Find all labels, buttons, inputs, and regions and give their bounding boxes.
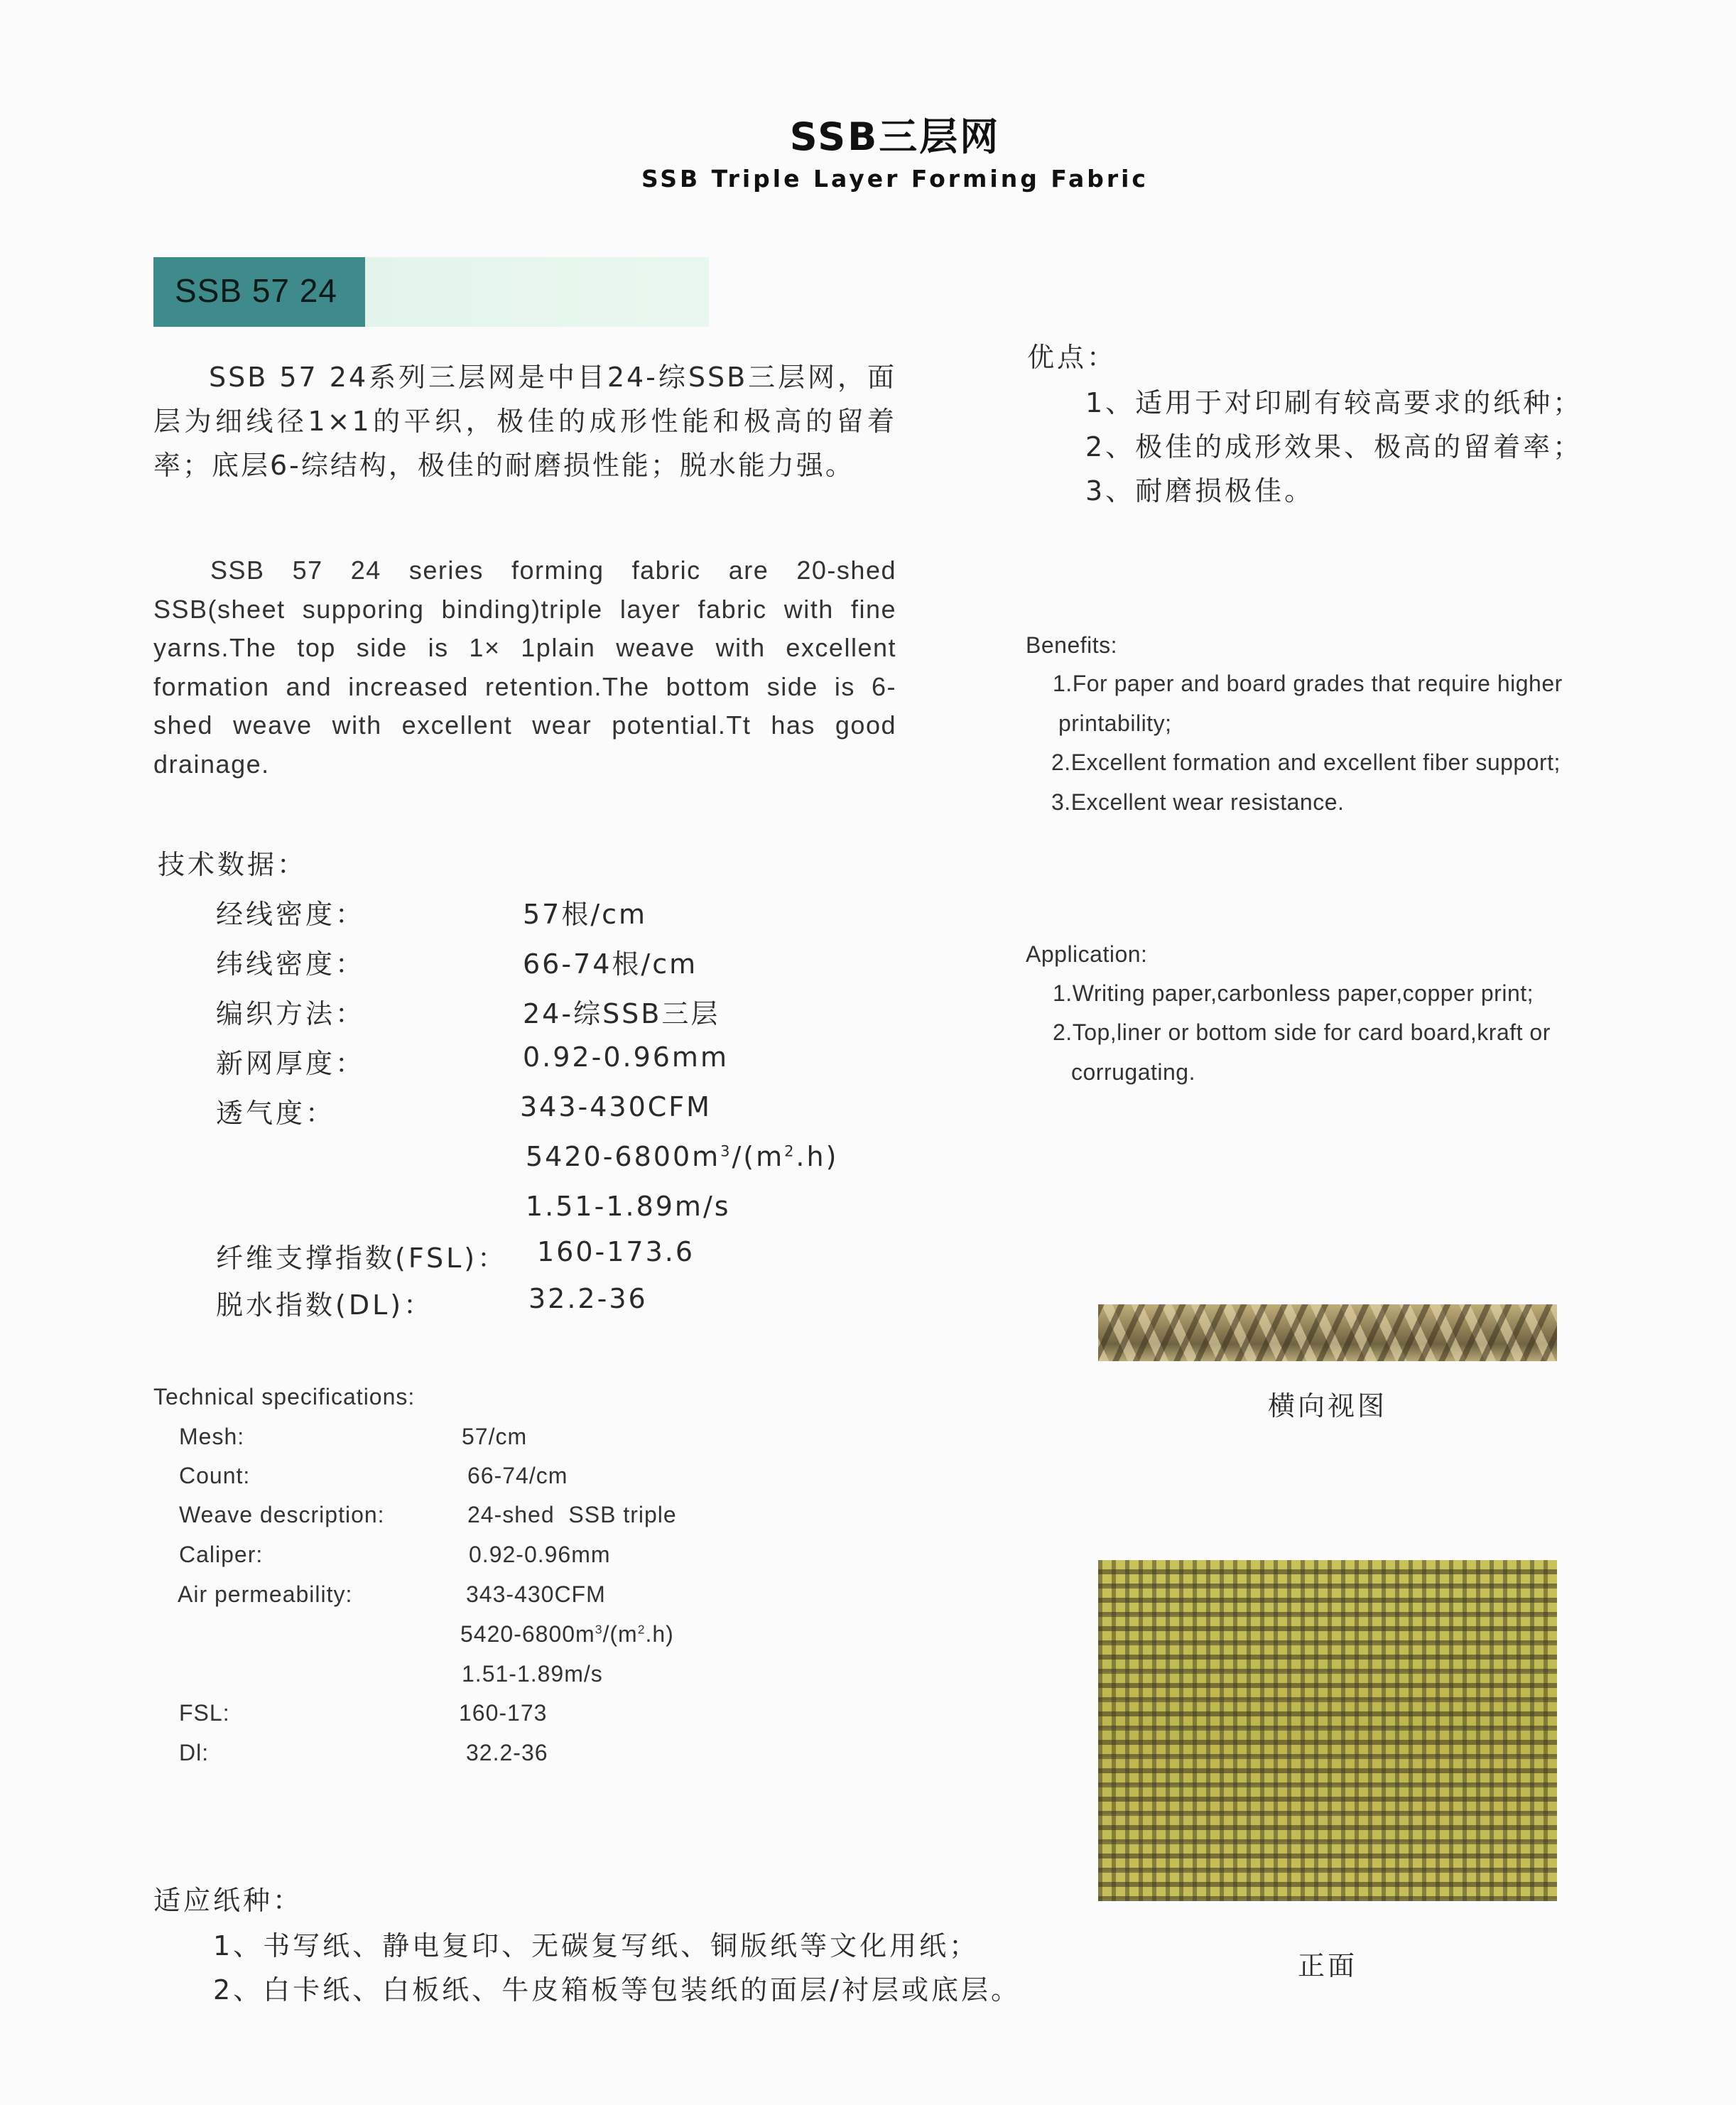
tech-en-heading: Technical specifications: [153, 1384, 416, 1409]
benefits-en-line: 1.For paper and board grades that require higher [1053, 671, 1563, 696]
cross-section-caption: 横向视图 [1267, 1390, 1387, 1422]
tech-en-label: FSL: [179, 1700, 230, 1726]
tech-cn-value: 66-74根/cm [523, 948, 698, 980]
tech-en-label: Count: [179, 1463, 251, 1488]
advantages-cn-item: 2、极佳的成形效果、极高的留着率； [1085, 431, 1583, 462]
tech-en-value: 57/cm [462, 1424, 528, 1449]
tech-en-value: 32.2-36 [466, 1740, 548, 1765]
tech-cn-value: 24-综SSB三层 [523, 998, 720, 1029]
benefits-en-heading: Benefits: [1026, 632, 1118, 658]
tech-en-label: Caliper: [179, 1542, 264, 1567]
benefits-en-line: 2.Excellent formation and excellent fiber support; [1051, 750, 1561, 775]
description-en [153, 551, 896, 784]
tech-cn-label: 经线密度： [216, 899, 366, 930]
application-cn-item: 2、白卡纸、白板纸、牛皮箱板等包装纸的面层/衬层或底层。 [213, 1974, 1021, 2006]
tech-cn-label: 纤维支撑指数(FSL)： [216, 1243, 508, 1274]
tech-en-flow-sup1: 3 [595, 1622, 603, 1637]
tech-en-value: 0.92-0.96mm [469, 1542, 611, 1567]
tech-cn-value: 57根/cm [523, 899, 648, 930]
tech-cn-label: 纬线密度： [216, 948, 366, 980]
application-en-line: corrugating. [1071, 1059, 1195, 1085]
tech-en-value: 1.51-1.89m/s [462, 1661, 603, 1687]
benefits-en-line: 3.Excellent wear resistance. [1051, 789, 1345, 815]
model-label: SSB 57 24 [175, 272, 337, 309]
tech-en-flow-tail: .h) [645, 1621, 674, 1647]
tech-en-label: Weave description: [179, 1502, 385, 1527]
tech-en-value: 343-430CFM [466, 1581, 606, 1607]
description-en-text: SSB 57 24 series forming fabric are 20-shed SSB(sheet supporing binding)triple layer fabric with fine yarns.The top side is 1× 1plain weave with excellent formation and increased retention.The bottom side is 6-shed weave with excellent wear potential.Tt has good drainage. [153, 556, 896, 779]
tech-cn-flow-tail: .h) [796, 1141, 839, 1172]
tech-cn-label: 透气度： [216, 1098, 336, 1129]
page-title-cn: SSB三层网 [789, 114, 1001, 159]
tech-cn-value-flow [526, 1141, 838, 1172]
application-en-line: 1.Writing paper,carbonless paper,copper print; [1053, 980, 1534, 1006]
tech-en-value: 24-shed SSB triple [467, 1502, 677, 1527]
benefits-en-line: printability; [1058, 710, 1172, 736]
tech-en-flow-mid: /(m [602, 1621, 638, 1647]
advantages-cn-heading: 优点： [1027, 342, 1117, 373]
advantages-cn-item: 1、适用于对印刷有较高要求的纸种； [1085, 387, 1583, 418]
front-caption: 正面 [1297, 1950, 1357, 1981]
tech-cn-value: 160-173.6 [537, 1236, 695, 1267]
description-cn [153, 355, 896, 487]
advantages-cn-item: 3、耐磨损极佳。 [1085, 475, 1315, 507]
page-title-en: SSB Triple Layer Forming Fabric [641, 165, 1149, 193]
tech-en-flow-base: 5420-6800m [460, 1621, 595, 1647]
fabric-front-image [1098, 1560, 1557, 1901]
tech-en-label: Dl: [179, 1740, 210, 1765]
tech-en-flow-sup2: 2 [637, 1622, 646, 1637]
tech-cn-label: 新网厚度： [216, 1048, 366, 1079]
application-en-heading: Application: [1026, 941, 1148, 967]
tech-cn-heading: 技术数据： [158, 849, 308, 880]
description-cn-text: SSB 57 24系列三层网是中目24-综SSB三层网，面层为细线径1×1的平织，极佳的成形性能和极高的留着率；底层6-综结构，极佳的耐磨损性能；脱水能力强。 [153, 362, 896, 481]
tech-cn-label: 脱水指数(DL)： [216, 1289, 434, 1321]
application-en-line: 2.Top,liner or bottom side for card board,kraft or [1053, 1019, 1551, 1045]
application-cn-heading: 适应纸种： [153, 1885, 303, 1916]
tech-en-value: 160-173 [459, 1700, 548, 1726]
tech-en-value-flow [460, 1621, 674, 1647]
tech-cn-flow-sup2: 2 [784, 1142, 796, 1160]
tech-cn-value: 1.51-1.89m/s [526, 1191, 731, 1222]
application-cn-item: 1、书写纸、静电复印、无碳复写纸、铜版纸等文化用纸； [213, 1930, 980, 1961]
tech-cn-flow-base: 5420-6800m [526, 1141, 721, 1172]
tech-cn-value: 32.2-36 [528, 1283, 648, 1314]
tech-en-label: Air permeability: [178, 1581, 353, 1607]
tech-en-label: Mesh: [179, 1424, 245, 1449]
tech-cn-value: 0.92-0.96mm [523, 1041, 729, 1073]
tech-cn-value: 343-430CFM [520, 1091, 712, 1122]
tech-en-value: 66-74/cm [467, 1463, 568, 1488]
tech-cn-flow-sup1: 3 [720, 1142, 732, 1160]
tech-cn-flow-mid: /(m [732, 1141, 785, 1172]
fabric-cross-section-image [1098, 1304, 1557, 1361]
tech-cn-label: 编织方法： [216, 998, 366, 1029]
